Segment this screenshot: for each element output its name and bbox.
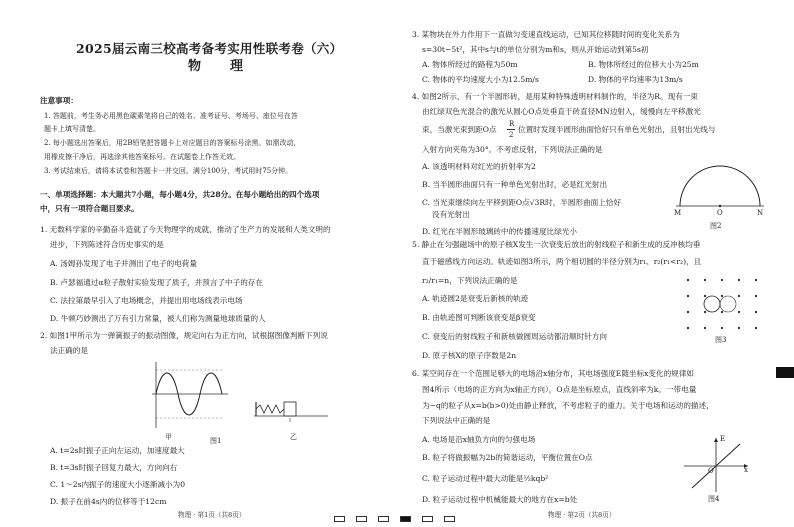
notice-heading: 注意事项： — [40, 96, 78, 105]
q4-fraction-denominator: 2 — [509, 131, 514, 139]
q4-stem: 束，当激光束到距O点 — [422, 125, 497, 134]
field-dot — [721, 295, 723, 297]
q6-stem: 为−q的粒子从x=b(b>0)处由静止释放，不考虑粒子的重力。关于电场和运动的描述， — [422, 401, 714, 410]
field-dot — [721, 279, 723, 281]
q4-option-a: A. 该透明材料对红光的折射率为2 — [422, 162, 536, 171]
q4-fraction-numerator: R — [509, 120, 515, 128]
field-dot — [738, 311, 740, 313]
field-dot — [704, 327, 706, 329]
field-dot — [738, 279, 740, 281]
field-dot — [687, 327, 689, 329]
q3-option-b: B. 物体所经过的位移大小为25m — [588, 60, 699, 69]
figure-1-label-yi: 乙 — [290, 433, 297, 441]
q3-stem: 3. 某物块在外力作用下一直做匀变速直线运动，已知其位移随时间的变化关系为 — [412, 30, 680, 39]
figure-4-axis-e: E — [720, 435, 726, 443]
pager-square[interactable] — [378, 516, 389, 522]
q2-option-b: B. t=3s时振子回复力最大，方向向右 — [50, 463, 178, 472]
q5-stem: 直于磁感线方向运动。轨迹如图3所示，两个相切圆的半径分别为r₁、r₂(r₁<r₂)，且 — [422, 257, 702, 266]
q5-stem: 5. 静止在匀强磁场中的原子核X发生一次衰变后放出的射线粒子和新生成的反冲核均垂 — [412, 240, 701, 249]
q6-option-c: C. 粒子运动过程中最大动能是½kqb² — [422, 474, 549, 483]
q3-option-a: A. 物体所经过的路程为50m — [422, 60, 518, 69]
q1-option-b: B. 卢瑟福通过α粒子散射实验发现了质子，并预言了中子的存在 — [50, 278, 263, 287]
pager-square[interactable] — [356, 516, 367, 522]
field-dot — [704, 295, 706, 297]
q4-stem: 位置时发现半圆形曲面恰好只有单色光射出，且射出光线与 — [518, 125, 716, 134]
field-dot — [704, 279, 706, 281]
q3-option-c: C. 物体的平均速度大小为12.5m/s — [422, 75, 539, 84]
field-dot — [721, 327, 723, 329]
field-dot — [755, 295, 757, 297]
q2-stem: 法正确的是 — [50, 346, 88, 355]
q4-stem: 入射方向夹角为30°。不考虑反射，下列说法正确的是 — [422, 145, 603, 154]
pager-square[interactable] — [334, 516, 345, 522]
q6-stem: 下列说法中正确的是 — [422, 416, 491, 425]
q5-option-b: B. 由轨迹图可判断该衰变是β衰变 — [422, 313, 536, 322]
figure-4-caption: 图4 — [708, 495, 720, 503]
q4-stem: 由红绿双色光混合的激光从圆心O点处垂直于砖直径MN边射入，缓慢向左平移激光 — [422, 107, 701, 116]
q2-option-a: A. t=2s时振子正向左运动，加速度最大 — [50, 446, 185, 455]
field-dot — [755, 279, 757, 281]
figure-4-axis-o: O — [708, 467, 714, 475]
field-dot — [687, 311, 689, 313]
footer-left: 物理 · 第1页（共8页） — [178, 511, 246, 519]
notice-line: 3. 考试结束后，请将本试卷和答题卡一并交回。满分100分，考试用时75分钟。 — [44, 167, 293, 175]
pager-square[interactable] — [422, 516, 433, 522]
subject-title: 物 理 — [188, 59, 252, 74]
section-heading: 中，只有一项符合题目要求。 — [40, 204, 139, 213]
q2-option-c: C. 1～2s内振子的速度大小逐渐减小为0 — [50, 480, 186, 489]
field-dot — [721, 311, 723, 313]
section-heading: 一、单项选择题：本大题共7小题，每小题4分，共28分。在每小题给出的四个选项 — [40, 190, 320, 199]
q5-option-a: A. 轨迹圆2是衰变后新核的轨迹 — [422, 294, 529, 303]
q1-option-c: C. 法拉第最早引入了电场概念，并提出用电场线表示电场 — [50, 296, 243, 305]
notice-line: 2. 每小题选出答案后，用2B铅笔把答题卡上对应题目的答案标号涂黑。如需改动， — [44, 139, 301, 147]
q6-stem: 6. 某空间存在一个范围足够大的电场沿x轴分布，其电场强度E随坐标x变化的规律如 — [412, 369, 694, 378]
figure-2-label-m: M — [674, 209, 682, 217]
q5-option-d: D. 原子核X的原子序数是2n — [422, 351, 517, 360]
vibration-graph — [152, 362, 228, 428]
figure-3 — [682, 274, 762, 334]
q3-stem: s=30t−5t²，其中s与t的单位分别为m和s，则从开始运动到第5s初 — [422, 45, 649, 54]
notice-line: 题卡上填写清楚。 — [44, 125, 100, 133]
q1-stem: 进步，下列陈述符合历史事实的是 — [50, 240, 164, 249]
spring-oscillator — [254, 402, 328, 422]
notice-line: 用橡皮擦干净后，再选涂其他答案标号。在试题卷上作答无效。 — [44, 153, 240, 161]
figure-1 — [144, 358, 334, 442]
side-tab-marker — [776, 367, 794, 378]
field-dot — [738, 295, 740, 297]
q6-option-d: D. 粒子运动过程中机械能最大的地方在x=b处 — [422, 495, 578, 504]
page-pager — [334, 508, 461, 518]
figure-1-caption: 图1 — [210, 437, 222, 445]
q2-option-d: D. 振子在前4s内的位移等于12cm — [50, 497, 167, 506]
field-dot — [687, 279, 689, 281]
q3-option-d: D. 物体的平均速率为13m/s — [588, 75, 683, 84]
q6-stem: 图4所示（电场的正方向为x轴正方向），O点是坐标原点，直线斜率为k。一带电量 — [422, 385, 697, 394]
q6-option-a: A. 电场是沿x轴负方向的匀强电场 — [422, 435, 536, 444]
field-dot — [704, 311, 706, 313]
pager-square-active[interactable] — [400, 516, 411, 522]
q4-option-b: B. 当半圆形曲面只有一种单色光射出时，必是红光射出 — [422, 180, 608, 189]
q1-stem: 1. 无数科学家的辛勤奋斗造就了今天物理学的成就，推动了生产力的发展和人类文明的 — [40, 225, 331, 234]
q5-stem: r₂/r₁=n，下列说法正确的是 — [422, 276, 518, 285]
q2-stem: 2. 如图1甲所示为一弹簧振子的振动图像，规定向右为正方向，试根据图像判断下列说 — [40, 331, 328, 340]
q4-option-c: C. 当光束继续向左平移到距O点√3R时，半圆形曲面上恰好 — [422, 198, 622, 207]
q1-option-a: A. 汤姆孙发现了电子并测出了电子的电荷量 — [50, 259, 197, 268]
figure-3-caption: 图3 — [715, 336, 727, 344]
field-dot — [755, 327, 757, 329]
q4-stem: 4. 如图2所示，有一个半圆形砖，是用某种特殊透明材料制作的，半径为R。现有一束 — [412, 92, 698, 101]
q1-option-d: D. 牛顿巧妙测出了万有引力常量，被人们称为测量地球质量的人 — [50, 314, 266, 323]
field-dot — [738, 327, 740, 329]
field-dot — [687, 295, 689, 297]
q5-option-c: C. 衰变后的射线粒子和新核做圆周运动都沿顺时针方向 — [422, 332, 608, 341]
figure-2-label-o: O — [717, 209, 723, 217]
figure-4 — [682, 436, 752, 494]
q4-option-c-cont: 没有光射出 — [432, 210, 470, 219]
figure-2-caption: 图2 — [710, 222, 722, 230]
notice-line: 1. 答题前，考生务必用黑色碳素笔将自己的姓名、准考证号、考场号、座位号在答 — [44, 112, 298, 120]
figure-1-label-jia: 甲 — [165, 433, 172, 441]
q4-option-d: D. 红光在半圆形玻璃砖中的传播速度比绿光小 — [422, 227, 577, 236]
figure-2-label-n: N — [757, 209, 764, 217]
q6-option-b: B. 粒子将做振幅为2b的简谐运动，平衡位置在O点 — [422, 453, 593, 462]
pager-square[interactable] — [444, 516, 455, 522]
exam-title: 2025届云南三校高考备考实用性联考卷（六） — [76, 41, 343, 56]
footer-right: 物理 · 第2页（共8页） — [548, 511, 616, 519]
field-dot — [755, 311, 757, 313]
figure-4-axis-x: x — [744, 466, 748, 474]
